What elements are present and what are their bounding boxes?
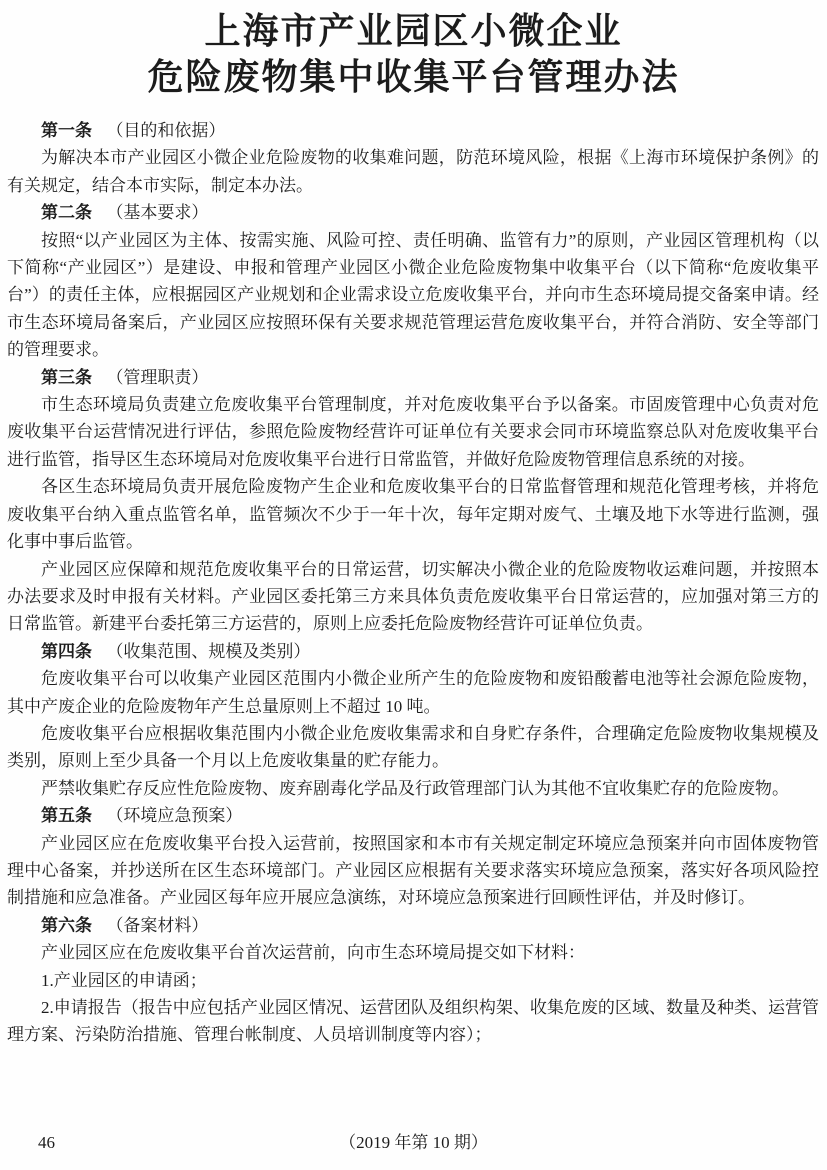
article-number: 第六条 xyxy=(41,915,92,935)
article-number: 第四条 xyxy=(41,641,92,661)
document-title-line-2: 危险废物集中收集平台管理办法 xyxy=(147,57,680,97)
paragraph: 为解决本市产业园区小微企业危险废物的收集难问题，防范环境风险，根据《上海市环境保护条例》的有关规定，结合本市实际，制定本办法。 xyxy=(7,148,819,195)
article-title: （管理职责） xyxy=(106,367,209,387)
paragraph: 危废收集平台可以收集产业园区范围内小微企业所产生的危险废物和废铅酸蓄电池等社会源危险废物，其中产废企业的危险废物年产生总量原则上不超过 10 吨。 xyxy=(7,669,819,716)
article-heading xyxy=(7,912,819,939)
article-heading xyxy=(7,199,819,226)
article-heading xyxy=(7,364,819,391)
issue-label: （2019 年第 10 期） xyxy=(339,1133,488,1152)
paragraph: 严禁收集贮存反应性危险废物、废弃剧毒化学品及行政管理部门认为其他不宜收集贮存的危险废物。 xyxy=(41,778,789,798)
article-number: 第五条 xyxy=(41,806,92,826)
document-title-line-1: 上海市产业园区小微企业 xyxy=(204,11,623,51)
paragraph: 2.申请报告（报告中应包括产业园区情况、运营团队及组织构架、收集危废的区域、数量及种类、运营管理方案、污染防治措施、管理台帐制度、人员培训制度等内容）； xyxy=(7,998,819,1045)
page-number: 46 xyxy=(38,1133,55,1152)
article-number: 第二条 xyxy=(41,203,92,223)
article-number: 第三条 xyxy=(41,367,92,387)
article-title: （备案材料） xyxy=(106,915,209,935)
article-heading xyxy=(7,117,819,144)
paragraph: 产业园区应保障和规范危废收集平台的日常运营，切实解决小微企业的危险废物收运难问题，并按照本办法要求及时申报有关材料。产业园区委托第三方来具体负责危废收集平台日常运营的，应加强对第三方的日常监管。新建平台委托第三方运营的，原则上应委托危险废物经营许可证单位负责。 xyxy=(7,559,819,634)
paragraph: 产业园区应在危废收集平台投入运营前，按照国家和本市有关规定制定环境应急预案并向市固体废物管理中心备案，并抄送所在区生态环境部门。产业园区应根据有关要求落实环境应急预案，落实好各项风险控制措施和应急准备。产业园区每年应开展应急演练，对环境应急预案进行回顾性评估，并及时修订。 xyxy=(7,833,819,908)
article-heading xyxy=(7,802,819,829)
paragraph: 1.产业园区的申请函； xyxy=(41,970,207,990)
article-title: （环境应急预案） xyxy=(106,806,243,826)
paragraph: 按照“以产业园区为主体、按需实施、风险可控、责任明确、监管有力”的原则，产业园区管理机构（以下简称“产业园区”）是建设、申报和管理产业园区小微企业危险废物集中收集平台（以下简称“危废收集平台”）的责任主体，应根据园区产业规划和企业需求设立危废收集平台，并向市生态环境局提交备案申请。经市生态环境局备案后，产业园区应按照环保有关要求规范管理运营危废收集平台，并符合消防、安全等部门的管理要求。 xyxy=(7,230,819,360)
document-body xyxy=(0,117,827,1049)
article-number: 第一条 xyxy=(41,121,92,140)
page-footer xyxy=(0,1131,827,1159)
paragraph: 各区生态环境局负责开展危险废物产生企业和危废收集平台的日常监督管理和规范化管理考核，并将危废收集平台纳入重点监管名单，监管频次不少于一年十次，每年定期对废气、土壤及地下水等进行监测，强化事中事后监管。 xyxy=(7,477,819,552)
paragraph: 危废收集平台应根据收集范围内小微企业危废收集需求和自身贮存条件，合理确定危险废物收集规模及类别，原则上至少具备一个月以上危废收集量的贮存能力。 xyxy=(7,723,819,771)
paragraph: 市生态环境局负责建立危废收集平台管理制度，并对危废收集平台予以备案。市固废管理中心负责对危废收集平台运营情况进行评估，参照危险废物经营许可证单位有关要求会同市环境监察总队对危废收集平台进行监管，指导区生态环境局对危废收集平台进行日常监管，并做好危险废物管理信息系统的对接。 xyxy=(7,395,819,469)
article-title: （目的和依据） xyxy=(106,121,226,140)
article-title: （收集范围、规模及类别） xyxy=(106,641,311,661)
article-title: （基本要求） xyxy=(106,203,209,223)
document-title xyxy=(0,0,827,100)
article-heading xyxy=(7,638,819,665)
paragraph: 产业园区应在危废收集平台首次运营前，向市生态环境局提交如下材料： xyxy=(41,943,585,963)
